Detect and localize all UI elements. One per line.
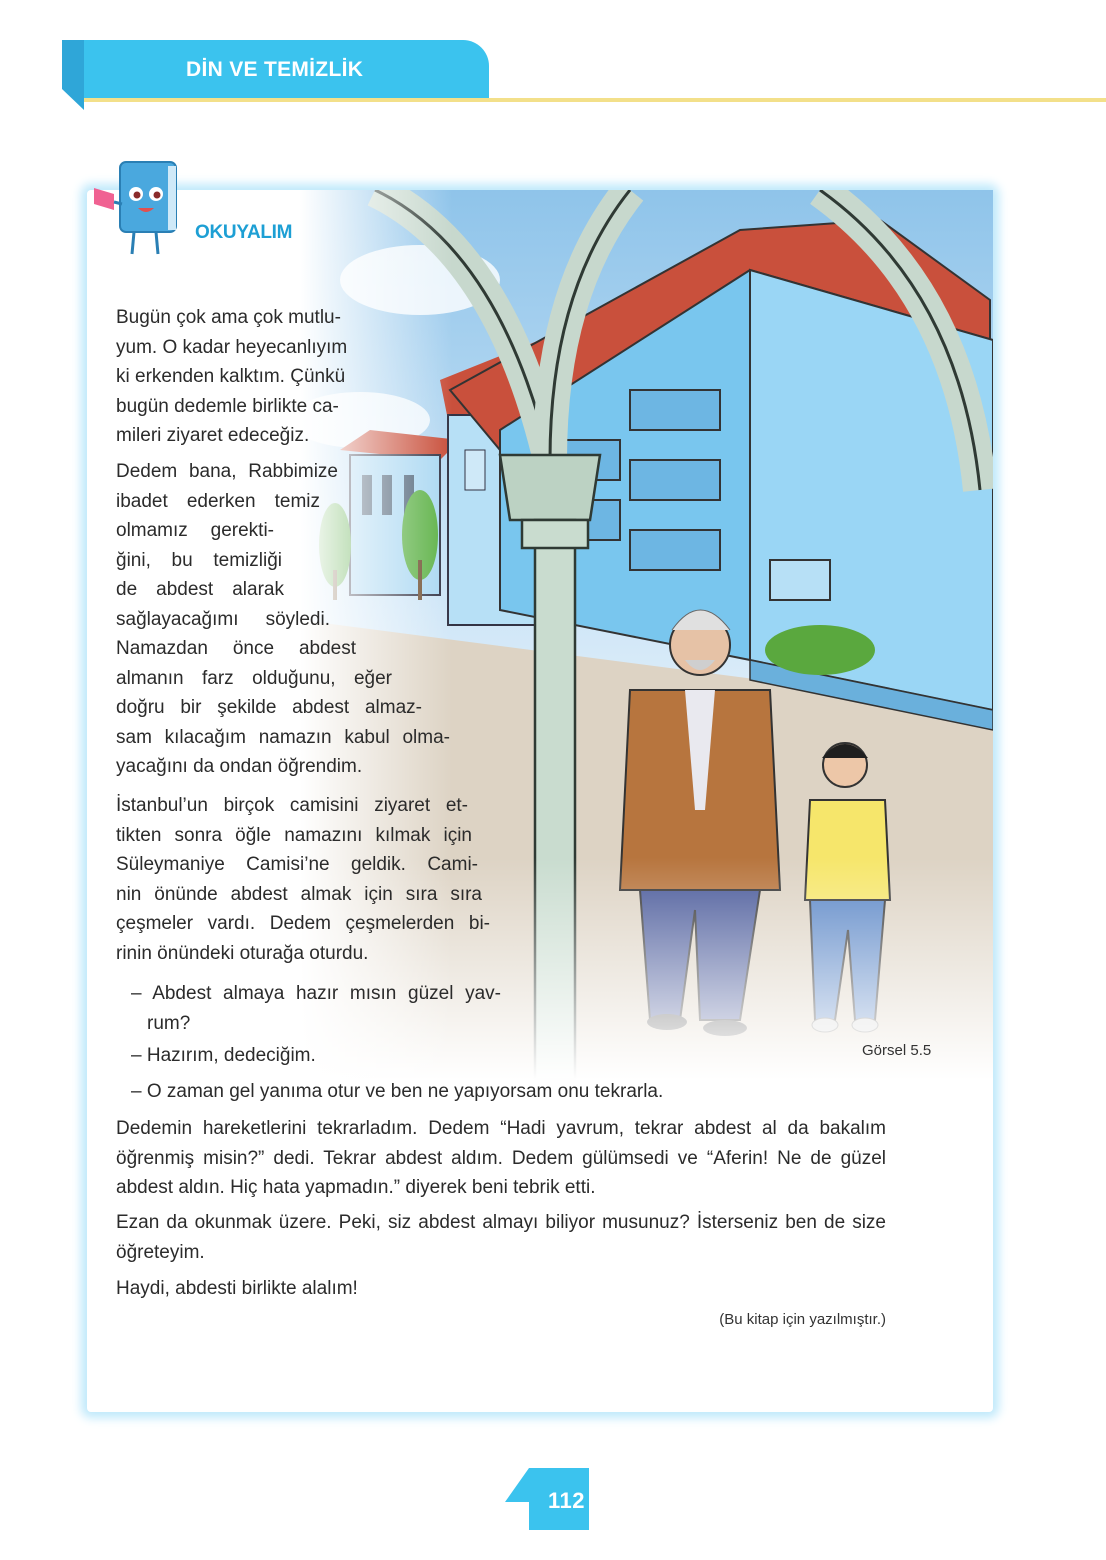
paragraph-1 (116, 303, 384, 451)
text-line: doğru bir şekilde abdest almaz- (116, 697, 422, 718)
dialogue-2: – Hazırım, dedeciğim. (131, 1045, 316, 1066)
book-mascot-icon (92, 158, 188, 258)
paragraph-2 (116, 457, 450, 782)
paragraph-5: Ezan da okunmak üzere. Peki, siz abdest almayı biliyor musunuz? İsterseniz ben de size öğreteyim. (116, 1212, 886, 1263)
text-line: almanın farz olduğunu, eğer (116, 667, 392, 689)
paragraph-3 (116, 791, 490, 968)
source-credit: (Bu kitap için yazılmıştır.) (719, 1311, 886, 1328)
text-line: rinin önündeki oturağa oturdu. (116, 942, 369, 964)
text-line: yum. O kadar heyecanlıyım (116, 336, 348, 358)
text-line: – Abdest almaya hazır mısın güzel yav- (131, 983, 501, 1004)
text-line: sağlayacağımı söyledi. (116, 608, 330, 630)
paragraph-4: Dedemin hareketlerini tekrarladım. Dedem “Hadi yavrum, tekrar abdest al da bakalım öğrenmiş misin?” dedi. Tekrar abdest aldım. Dedem gülümsedi ve “Aferin! Ne de güzel abdest aldın. Hiç hata yapmadın.” diyerek beni tebrik etti. (116, 1118, 886, 1198)
text-line: Dedem bana, Rabbimize (116, 461, 338, 482)
figure-caption: Görsel 5.5 (862, 1042, 932, 1059)
text-line: olmamız gerekti- (116, 520, 274, 541)
header-rule (84, 98, 1106, 102)
dialogue-1 (131, 979, 501, 1038)
text-line: ki erkenden kalktım. Çünkü (116, 366, 346, 387)
text-line: mileri ziyaret edeceğiz. (116, 425, 310, 446)
text-line: Bugün çok ama çok mutlu- (116, 307, 341, 328)
text-line: yacağını da ondan öğrendim. (116, 756, 363, 777)
text-line: bugün dedemle birlikte ca- (116, 395, 339, 417)
text-line: nin önünde abdest almak için sıra sıra (116, 883, 482, 905)
text-line: ğini, bu temizliği (116, 549, 282, 571)
text-line: Süleymaniye Camisi’ne geldik. Cami- (116, 854, 478, 875)
text-line: İstanbul’un birçok camisini ziyaret et- (116, 795, 468, 816)
section-title: OKUYALIM (195, 222, 293, 243)
page-number: 112 (548, 1488, 585, 1513)
unit-title: DİN VE TEMİZLİK (186, 58, 364, 81)
text-line: Namazdan önce abdest (116, 638, 356, 659)
paragraph-6: Haydi, abdesti birlikte alalım! (116, 1278, 358, 1299)
text-line: çeşmeler vardı. Dedem çeşmelerden bi- (116, 913, 490, 934)
text-line: rum? (147, 1012, 191, 1034)
text-line: de abdest alarak (116, 579, 284, 600)
text-line: ibadet ederken temiz (116, 490, 320, 512)
text-line: tikten sonra öğle namazını kılmak için (116, 824, 472, 846)
text-line: sam kılacağım namazın kabul olma- (116, 726, 450, 748)
dialogue-3: – O zaman gel yanıma otur ve ben ne yapıyorsam onu tekrarla. (131, 1081, 664, 1102)
header-fold (62, 40, 84, 110)
